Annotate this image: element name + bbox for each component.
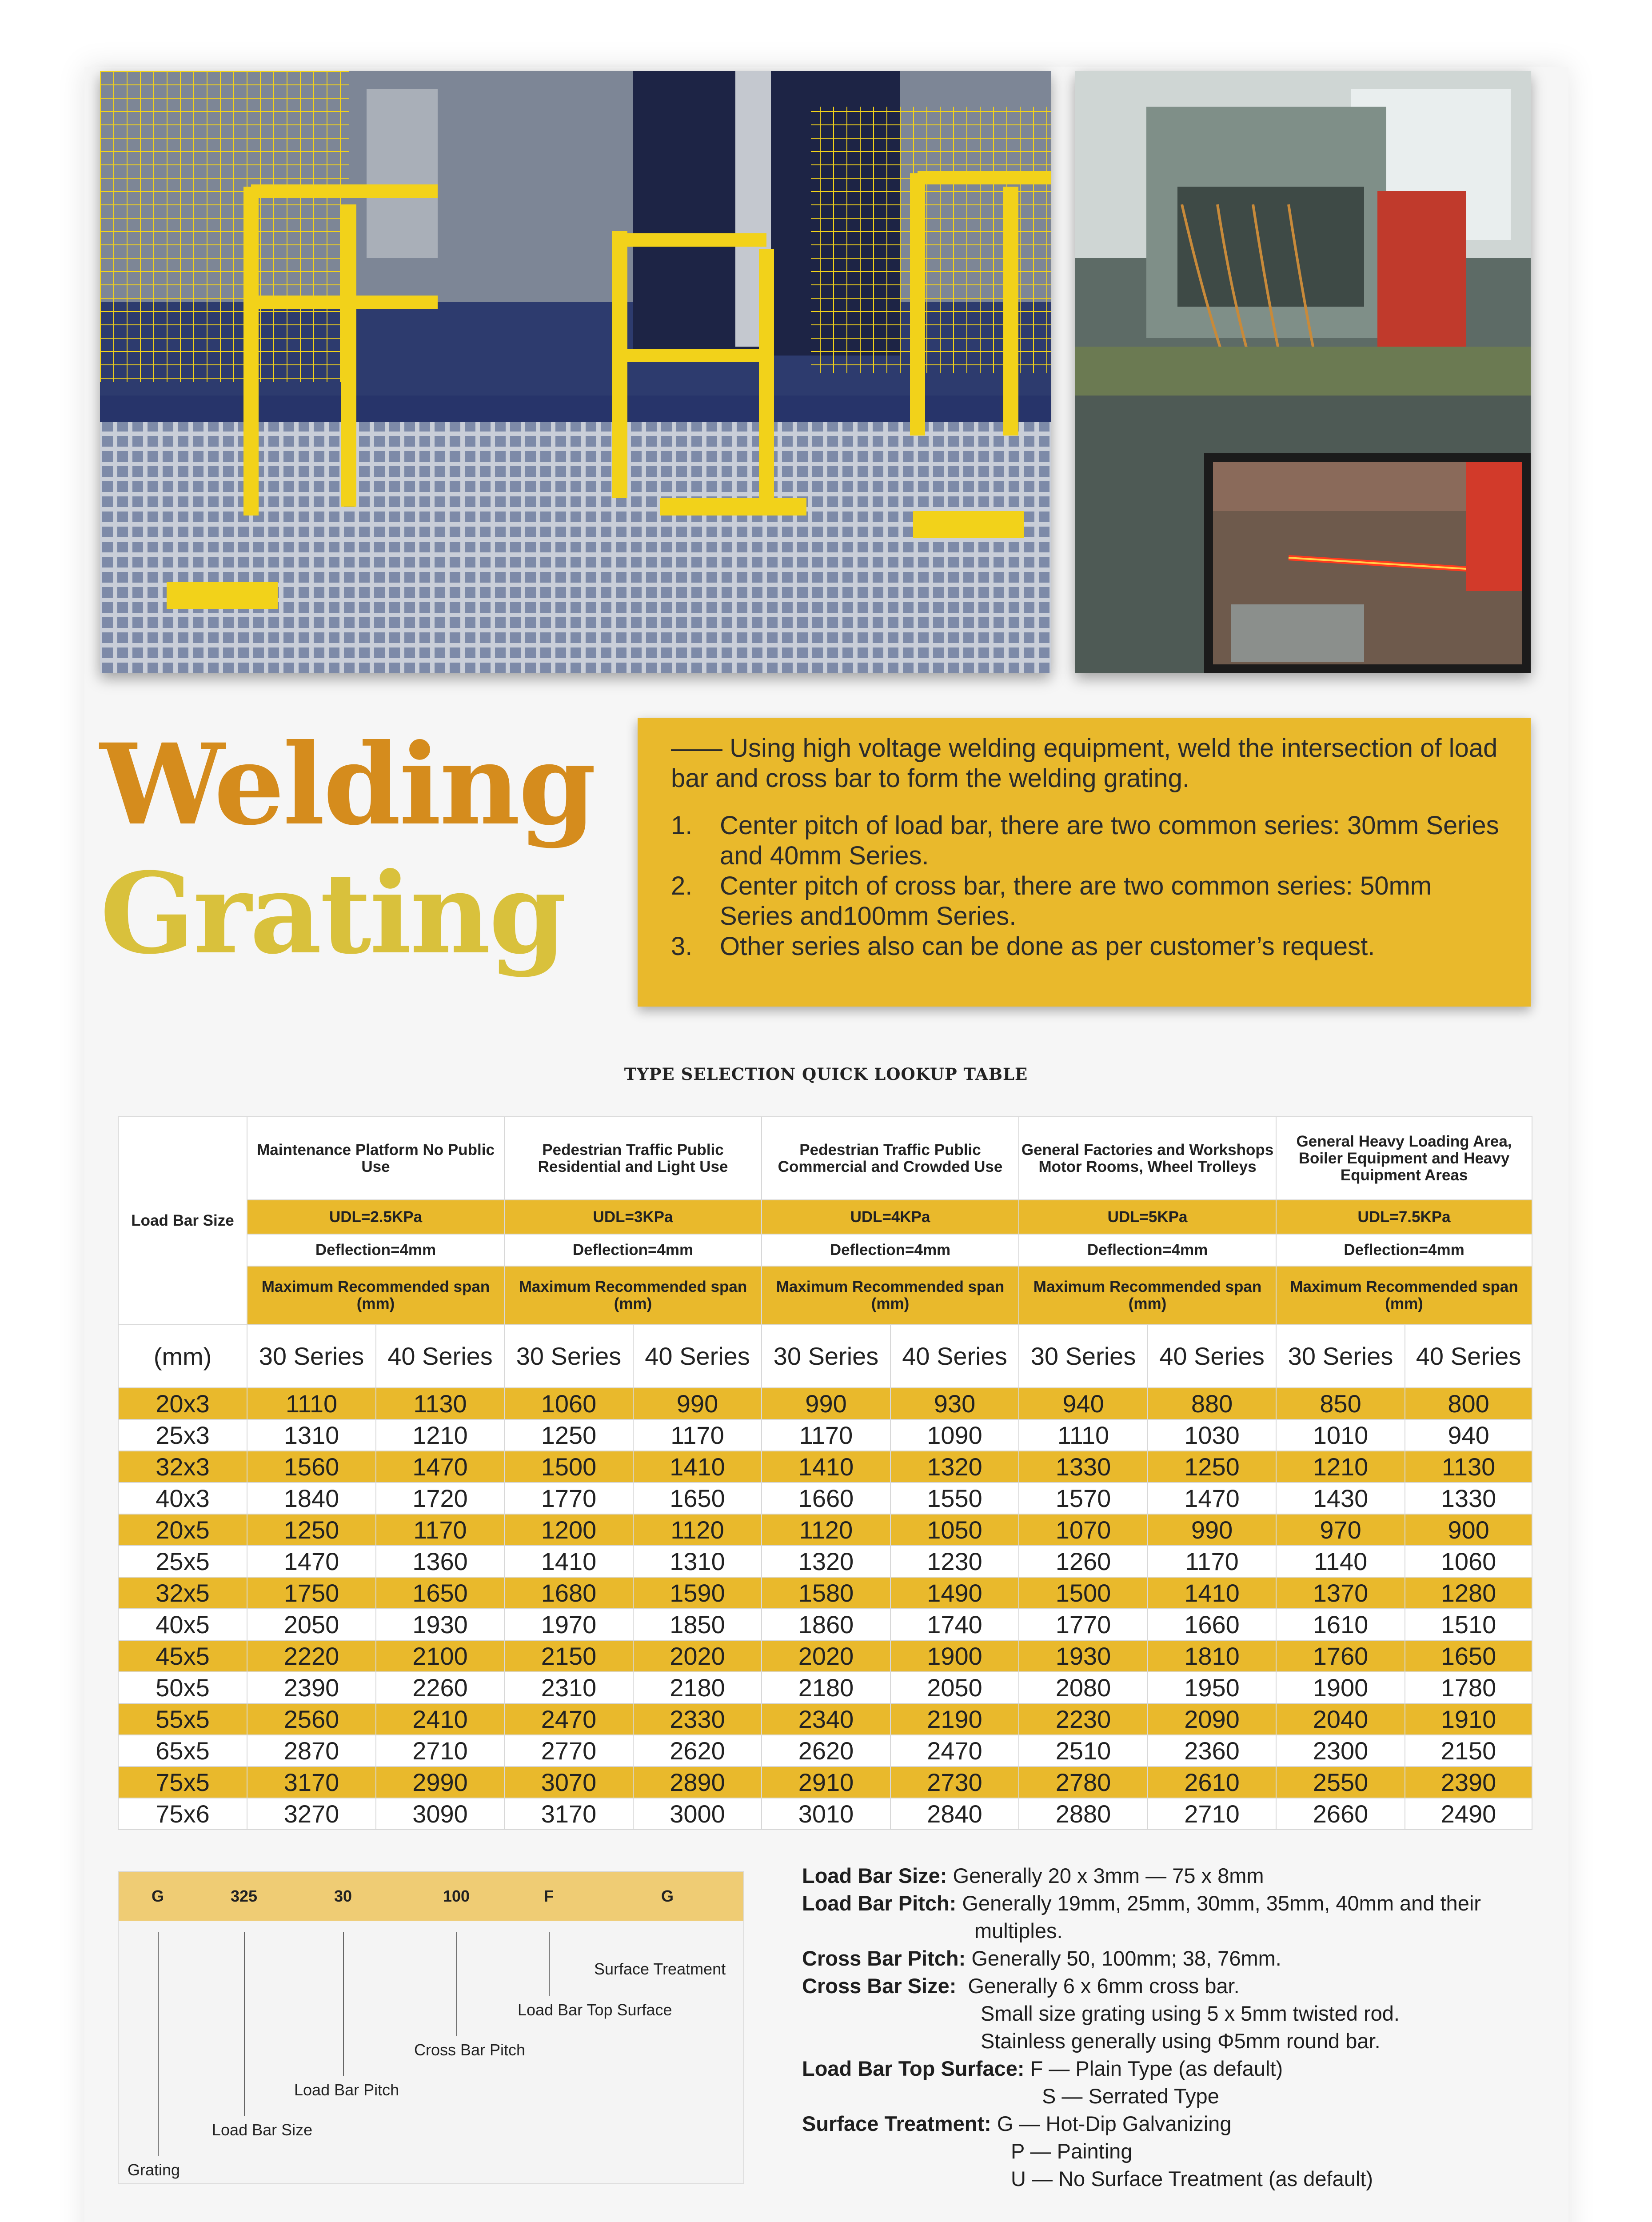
span-value-cell: 2330 <box>633 1703 762 1735</box>
span-value-cell: 2300 <box>1276 1735 1405 1766</box>
deflection-cell: Deflection=4mm <box>1276 1234 1532 1266</box>
span-value-cell: 1230 <box>890 1546 1019 1577</box>
leader-line <box>244 1932 245 2116</box>
welding-machine-photo <box>1075 71 1531 673</box>
spec-top-surface-cont: S — Serrated Type <box>1042 2084 1219 2108</box>
series-header: 40 Series <box>376 1325 504 1388</box>
deflection-cell: Deflection=4mm <box>247 1234 504 1266</box>
span-value-cell: 2770 <box>504 1735 633 1766</box>
span-value-cell: 1010 <box>1276 1419 1405 1451</box>
title-grating: Grating <box>100 848 565 979</box>
span-value-cell: 1650 <box>633 1483 762 1514</box>
leader-line <box>158 1932 159 2156</box>
span-value-cell: 1950 <box>1148 1672 1276 1703</box>
span-value-cell: 1250 <box>247 1514 376 1546</box>
row-size-cell: 75x6 <box>118 1798 247 1830</box>
series-header: 40 Series <box>1148 1325 1276 1388</box>
table-body <box>118 1388 1532 1830</box>
span-value-cell: 1120 <box>633 1514 762 1546</box>
leader-line <box>343 1932 344 2076</box>
intro-box <box>638 718 1531 1007</box>
category-header: General Factories and Workshops Motor Rooms, Wheel Trolleys <box>1019 1117 1276 1200</box>
category-header: Pedestrian Traffic Public Commercial and Crowded Use <box>762 1117 1019 1200</box>
row-size-cell: 20x3 <box>118 1388 247 1419</box>
spec-cross-bar-size-cont: Stainless generally using Φ5mm round bar. <box>981 2029 1381 2053</box>
deflection-cell: Deflection=4mm <box>1019 1234 1276 1266</box>
table-row <box>118 1546 1532 1577</box>
code-label-load-bar-size: Load Bar Size <box>212 2121 313 2139</box>
spec-surface-treatment-cont: U — No Surface Treatment (as default) <box>1011 2167 1373 2190</box>
table-row <box>118 1798 1532 1830</box>
span-value-cell: 1650 <box>1405 1640 1532 1672</box>
intro-point: 2. Center pitch of cross bar, there are two common series: 50mm Series and100mm Series. <box>671 871 1432 931</box>
span-value-cell: 2730 <box>890 1766 1019 1798</box>
spec-cross-bar-pitch: Cross Bar Pitch: Generally 50, 100mm; 38, 76mm. <box>802 1946 1281 1970</box>
span-value-cell: 1410 <box>1148 1577 1276 1609</box>
span-value-cell: 1500 <box>1019 1577 1148 1609</box>
title-welding: Welding <box>100 719 595 850</box>
intro-point: 1. Center pitch of load bar, there are two common series: 30mm Series and 40mm Series. <box>671 811 1499 870</box>
span-value-cell: 1580 <box>762 1577 890 1609</box>
span-value-cell: 1330 <box>1405 1483 1532 1514</box>
span-value-cell: 1680 <box>504 1577 633 1609</box>
leader-line <box>456 1932 457 2036</box>
table-row <box>118 1577 1532 1609</box>
span-value-cell: 1750 <box>247 1577 376 1609</box>
udl-cell: UDL=7.5KPa <box>1276 1200 1532 1234</box>
span-value-cell: 1720 <box>376 1483 504 1514</box>
span-value-cell: 880 <box>1148 1388 1276 1419</box>
span-value-cell: 930 <box>890 1388 1019 1419</box>
span-value-cell: 1060 <box>1405 1546 1532 1577</box>
span-value-cell: 2050 <box>890 1672 1019 1703</box>
span-value-cell: 1170 <box>633 1419 762 1451</box>
category-header: Pedestrian Traffic Public Residential and Light Use <box>504 1117 762 1200</box>
span-header: Maximum Recommended span (mm) <box>247 1266 504 1325</box>
span-value-cell: 1110 <box>1019 1419 1148 1451</box>
intro-lead: —— Using high voltage welding equipment, weld the intersection of load bar and cross bar to form the welding grating. <box>671 734 1498 793</box>
span-value-cell: 2150 <box>504 1640 633 1672</box>
span-value-cell: 1310 <box>247 1419 376 1451</box>
span-value-cell: 1860 <box>762 1609 890 1640</box>
span-value-cell: 1320 <box>762 1546 890 1577</box>
mm-unit-header: (mm) <box>118 1325 247 1388</box>
span-value-cell: 2180 <box>762 1672 890 1703</box>
span-value-cell: 2020 <box>762 1640 890 1672</box>
span-value-cell: 2890 <box>633 1766 762 1798</box>
span-value-cell: 1130 <box>376 1388 504 1419</box>
span-value-cell: 2550 <box>1276 1766 1405 1798</box>
span-header: Maximum Recommended span (mm) <box>1276 1266 1532 1325</box>
table-row <box>118 1640 1532 1672</box>
table-row <box>118 1483 1532 1514</box>
span-value-cell: 1810 <box>1148 1640 1276 1672</box>
span-value-cell: 2230 <box>1019 1703 1148 1735</box>
span-value-cell: 2660 <box>1276 1798 1405 1830</box>
intro-points <box>671 811 1500 962</box>
span-value-cell: 1050 <box>890 1514 1019 1546</box>
series-header: 30 Series <box>504 1325 633 1388</box>
span-value-cell: 2910 <box>762 1766 890 1798</box>
span-value-cell: 1930 <box>376 1609 504 1640</box>
span-value-cell: 1210 <box>376 1419 504 1451</box>
table-row <box>118 1451 1532 1483</box>
series-header: 30 Series <box>1276 1325 1405 1388</box>
span-value-cell: 3000 <box>633 1798 762 1830</box>
spec-surface-treatment-cont: P — Painting <box>1011 2139 1133 2163</box>
leader-line <box>549 1932 550 1996</box>
deflection-cell: Deflection=4mm <box>762 1234 1019 1266</box>
udl-cell: UDL=5KPa <box>1019 1200 1276 1234</box>
span-value-cell: 1470 <box>1148 1483 1276 1514</box>
span-value-cell: 1850 <box>633 1609 762 1640</box>
table-row <box>118 1766 1532 1798</box>
span-header: Maximum Recommended span (mm) <box>762 1266 1019 1325</box>
intro-point: 3. Other series also can be done as per customer’s request. <box>671 932 1375 961</box>
span-value-cell: 2560 <box>247 1703 376 1735</box>
span-value-cell: 2180 <box>633 1672 762 1703</box>
span-value-cell: 2410 <box>376 1703 504 1735</box>
span-value-cell: 1410 <box>504 1546 633 1577</box>
spec-load-bar-pitch: Load Bar Pitch: Generally 19mm, 25mm, 30mm, 35mm, 40mm and their <box>802 1891 1481 1915</box>
spec-load-bar-size: Load Bar Size: Generally 20 x 3mm — 75 x 8mm <box>802 1864 1264 1887</box>
series-header: 30 Series <box>1019 1325 1148 1388</box>
span-value-cell: 2100 <box>376 1640 504 1672</box>
row-size-cell: 50x5 <box>118 1672 247 1703</box>
span-value-cell: 1030 <box>1148 1419 1276 1451</box>
code-letter: 325 <box>230 1887 258 1905</box>
span-value-cell: 2780 <box>1019 1766 1148 1798</box>
series-header: 30 Series <box>762 1325 890 1388</box>
spec-cross-bar-size: Cross Bar Size: Generally 6 x 6mm cross bar. <box>802 1974 1240 1998</box>
span-value-cell: 2220 <box>247 1640 376 1672</box>
span-value-cell: 1210 <box>1276 1451 1405 1483</box>
span-value-cell: 2340 <box>762 1703 890 1735</box>
span-value-cell: 970 <box>1276 1514 1405 1546</box>
row-size-cell: 75x5 <box>118 1766 247 1798</box>
span-value-cell: 940 <box>1405 1419 1532 1451</box>
span-value-cell: 990 <box>762 1388 890 1419</box>
row-size-cell: 45x5 <box>118 1640 247 1672</box>
span-value-cell: 1900 <box>890 1640 1019 1672</box>
load-bar-size-header: Load Bar Size <box>118 1117 247 1325</box>
span-value-cell: 2710 <box>1148 1798 1276 1830</box>
span-value-cell: 2470 <box>504 1703 633 1735</box>
span-value-cell: 1250 <box>1148 1451 1276 1483</box>
span-value-cell: 2360 <box>1148 1735 1276 1766</box>
span-value-cell: 2840 <box>890 1798 1019 1830</box>
series-header: 40 Series <box>890 1325 1019 1388</box>
span-value-cell: 1770 <box>504 1483 633 1514</box>
span-value-cell: 1570 <box>1019 1483 1148 1514</box>
span-value-cell: 1910 <box>1405 1703 1532 1735</box>
span-value-cell: 2080 <box>1019 1672 1148 1703</box>
udl-cell: UDL=2.5KPa <box>247 1200 504 1234</box>
span-value-cell: 1740 <box>890 1609 1019 1640</box>
span-value-cell: 940 <box>1019 1388 1148 1419</box>
span-header: Maximum Recommended span (mm) <box>504 1266 762 1325</box>
span-value-cell: 3270 <box>247 1798 376 1830</box>
code-bar <box>119 1872 743 1921</box>
span-value-cell: 1060 <box>504 1388 633 1419</box>
span-value-cell: 2470 <box>890 1735 1019 1766</box>
span-value-cell: 2050 <box>247 1609 376 1640</box>
span-value-cell: 2040 <box>1276 1703 1405 1735</box>
span-value-cell: 2150 <box>1405 1735 1532 1766</box>
series-header: 30 Series <box>247 1325 376 1388</box>
code-label-grating: Grating <box>128 2161 180 2179</box>
code-diagram <box>118 1871 744 2184</box>
udl-cell: UDL=3KPa <box>504 1200 762 1234</box>
series-header: 40 Series <box>633 1325 762 1388</box>
spec-cross-bar-size-cont: Small size grating using 5 x 5mm twisted rod. <box>981 2002 1400 2025</box>
span-value-cell: 1610 <box>1276 1609 1405 1640</box>
span-value-cell: 1650 <box>376 1577 504 1609</box>
span-value-cell: 1560 <box>247 1451 376 1483</box>
span-value-cell: 2390 <box>1405 1766 1532 1798</box>
code-letter: G <box>151 1887 164 1905</box>
table-row <box>118 1672 1532 1703</box>
row-size-cell: 40x3 <box>118 1483 247 1514</box>
span-value-cell: 1490 <box>890 1577 1019 1609</box>
span-value-cell: 1250 <box>504 1419 633 1451</box>
code-label-cross-bar-pitch: Cross Bar Pitch <box>414 2041 526 2059</box>
span-value-cell: 2260 <box>376 1672 504 1703</box>
code-label-top-surface: Load Bar Top Surface <box>518 2001 672 2019</box>
span-value-cell: 1280 <box>1405 1577 1532 1609</box>
span-value-cell: 1200 <box>504 1514 633 1546</box>
lookup-table <box>118 1116 1532 1830</box>
span-value-cell: 1760 <box>1276 1640 1405 1672</box>
span-value-cell: 2870 <box>247 1735 376 1766</box>
span-value-cell: 3070 <box>504 1766 633 1798</box>
spec-list <box>802 1862 1535 2193</box>
span-value-cell: 1360 <box>376 1546 504 1577</box>
span-value-cell: 800 <box>1405 1388 1532 1419</box>
code-letter: 30 <box>334 1887 352 1905</box>
deflection-cell: Deflection=4mm <box>504 1234 762 1266</box>
table-row <box>118 1735 1532 1766</box>
table-row <box>118 1609 1532 1640</box>
table-title: TYPE SELECTION QUICK LOOKUP TABLE <box>624 1064 1028 1084</box>
category-header: Maintenance Platform No Public Use <box>247 1117 504 1200</box>
span-value-cell: 1260 <box>1019 1546 1148 1577</box>
span-value-cell: 1590 <box>633 1577 762 1609</box>
code-letter: G <box>661 1887 674 1905</box>
span-value-cell: 2510 <box>1019 1735 1148 1766</box>
span-value-cell: 900 <box>1405 1514 1532 1546</box>
span-value-cell: 1840 <box>247 1483 376 1514</box>
span-value-cell: 2090 <box>1148 1703 1276 1735</box>
span-value-cell: 2620 <box>762 1735 890 1766</box>
span-value-cell: 1170 <box>1148 1546 1276 1577</box>
table-row <box>118 1388 1532 1419</box>
span-value-cell: 1430 <box>1276 1483 1405 1514</box>
span-value-cell: 2190 <box>890 1703 1019 1735</box>
span-value-cell: 1470 <box>247 1546 376 1577</box>
code-letter: 100 <box>443 1887 470 1905</box>
span-value-cell: 1470 <box>376 1451 504 1483</box>
span-value-cell: 1370 <box>1276 1577 1405 1609</box>
row-size-cell: 32x3 <box>118 1451 247 1483</box>
span-value-cell: 1550 <box>890 1483 1019 1514</box>
spec-surface-treatment: Surface Treatment: G — Hot-Dip Galvanizing <box>802 2112 1232 2135</box>
table-row <box>118 1514 1532 1546</box>
row-size-cell: 25x3 <box>118 1419 247 1451</box>
span-value-cell: 1070 <box>1019 1514 1148 1546</box>
spec-top-surface: Load Bar Top Surface: F — Plain Type (as default) <box>802 2057 1283 2080</box>
row-size-cell: 20x5 <box>118 1514 247 1546</box>
span-value-cell: 2310 <box>504 1672 633 1703</box>
span-value-cell: 2490 <box>1405 1798 1532 1830</box>
span-value-cell: 990 <box>1148 1514 1276 1546</box>
span-value-cell: 1170 <box>762 1419 890 1451</box>
platform-grating-photo <box>100 71 1051 673</box>
row-size-cell: 32x5 <box>118 1577 247 1609</box>
span-value-cell: 1900 <box>1276 1672 1405 1703</box>
span-value-cell: 2390 <box>247 1672 376 1703</box>
table-row <box>118 1703 1532 1735</box>
category-header: General Heavy Loading Area, Boiler Equipment and Heavy Equipment Areas <box>1276 1117 1532 1200</box>
span-value-cell: 2990 <box>376 1766 504 1798</box>
span-value-cell: 3090 <box>376 1798 504 1830</box>
span-value-cell: 1140 <box>1276 1546 1405 1577</box>
row-size-cell: 25x5 <box>118 1546 247 1577</box>
span-value-cell: 990 <box>633 1388 762 1419</box>
spec-load-bar-pitch-cont: multiples. <box>974 1919 1063 1942</box>
span-value-cell: 2710 <box>376 1735 504 1766</box>
span-value-cell: 3010 <box>762 1798 890 1830</box>
span-value-cell: 1320 <box>890 1451 1019 1483</box>
span-value-cell: 2620 <box>633 1735 762 1766</box>
span-value-cell: 850 <box>1276 1388 1405 1419</box>
span-value-cell: 1930 <box>1019 1640 1148 1672</box>
span-header: Maximum Recommended span (mm) <box>1019 1266 1276 1325</box>
span-value-cell: 1660 <box>762 1483 890 1514</box>
span-value-cell: 1770 <box>1019 1609 1148 1640</box>
span-value-cell: 3170 <box>504 1798 633 1830</box>
span-value-cell: 1410 <box>762 1451 890 1483</box>
span-value-cell: 1660 <box>1148 1609 1276 1640</box>
code-label-surface-treatment: Surface Treatment <box>594 1960 726 1978</box>
code-label-load-bar-pitch: Load Bar Pitch <box>294 2081 399 2099</box>
span-value-cell: 3170 <box>247 1766 376 1798</box>
span-value-cell: 1170 <box>376 1514 504 1546</box>
series-header: 40 Series <box>1405 1325 1532 1388</box>
code-letter: F <box>544 1887 554 1905</box>
span-value-cell: 2020 <box>633 1640 762 1672</box>
span-value-cell: 1310 <box>633 1546 762 1577</box>
span-value-cell: 1970 <box>504 1609 633 1640</box>
row-size-cell: 40x5 <box>118 1609 247 1640</box>
span-value-cell: 2610 <box>1148 1766 1276 1798</box>
span-value-cell: 1330 <box>1019 1451 1148 1483</box>
span-value-cell: 2880 <box>1019 1798 1148 1830</box>
span-value-cell: 1780 <box>1405 1672 1532 1703</box>
table-row <box>118 1419 1532 1451</box>
span-value-cell: 1500 <box>504 1451 633 1483</box>
row-size-cell: 65x5 <box>118 1735 247 1766</box>
span-value-cell: 1120 <box>762 1514 890 1546</box>
row-size-cell: 55x5 <box>118 1703 247 1735</box>
udl-cell: UDL=4KPa <box>762 1200 1019 1234</box>
span-value-cell: 1130 <box>1405 1451 1532 1483</box>
span-value-cell: 1090 <box>890 1419 1019 1451</box>
span-value-cell: 1410 <box>633 1451 762 1483</box>
span-value-cell: 1110 <box>247 1388 376 1419</box>
span-value-cell: 1510 <box>1405 1609 1532 1640</box>
